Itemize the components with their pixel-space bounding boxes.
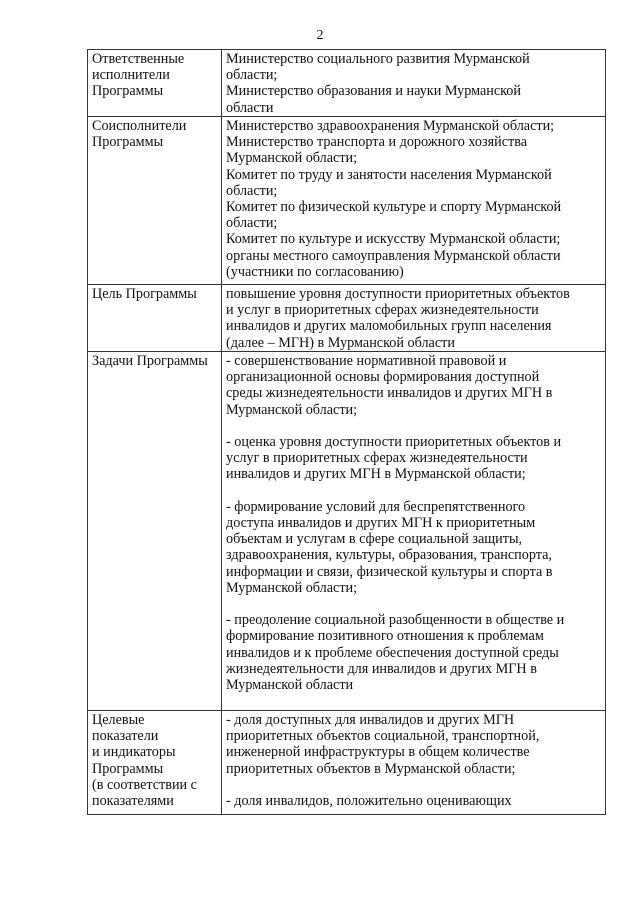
value-line: доступа инвалидов и других МГН к приоритетным (226, 515, 536, 531)
value-line: среды жизнедеятельности инвалидов и других МГН в (226, 385, 553, 402)
value-line: организационной основы формирования доступной (226, 369, 540, 386)
table-row (88, 711, 606, 815)
label-line: показателями (92, 793, 174, 810)
value-line: объектам и услугам в сфере социальной защиты, (226, 531, 523, 548)
table-row (88, 352, 606, 711)
label-cell (88, 352, 222, 711)
paragraph-gap (226, 418, 602, 434)
value-line: Министерство образования и науки Мурманской (226, 83, 521, 100)
page-number: 2 (316, 28, 324, 43)
value-cell (222, 352, 606, 711)
value-line: Комитет по физической культуре и спорту Мурманской (226, 199, 562, 216)
label-cell (88, 117, 222, 285)
value-line: и услуг в приоритетных сферах жизнедеятельности (226, 302, 539, 319)
label-line: Целевые (92, 712, 145, 728)
program-passport-table (87, 49, 606, 815)
value-line: области; (226, 182, 278, 199)
value-line: формирование позитивного отношения к проблемам (226, 628, 544, 645)
value-line: - преодоление социальной разобщенности в обществе и (226, 612, 565, 629)
label-line: Программы (92, 760, 164, 777)
value-line: инженерной инфраструктуры в общем количестве (226, 744, 530, 761)
label-cell (88, 285, 222, 352)
value-line: органы местного самоуправления Мурманской области (226, 247, 561, 264)
value-cell (222, 285, 606, 352)
value-cell (222, 117, 606, 285)
value-line: - доля инвалидов, положительно оценивающих (226, 793, 512, 809)
label-line: исполнители (92, 67, 170, 84)
label-line: Задачи Программы (92, 353, 208, 369)
label-line: Программы (92, 134, 164, 151)
value-line: Мурманской области; (226, 401, 358, 418)
table-row (88, 117, 606, 285)
value-line: приоритетных объектов в Мурманской области; (226, 760, 516, 777)
table-body (88, 50, 606, 815)
value-line: Министерство здравоохранения Мурманской области; (226, 118, 555, 134)
value-line: инвалидов и других МГН в Мурманской области; (226, 466, 526, 483)
value-line: - совершенствование нормативной правовой и (226, 353, 507, 369)
value-line: Министерство социального развития Мурманской (226, 51, 530, 67)
value-line: Министерство транспорта и дорожного хозяйства (226, 134, 528, 151)
paragraph-gap (226, 777, 602, 793)
value-line: Комитет по культуре и искусству Мурманской области; (226, 231, 561, 248)
label-cell (88, 50, 222, 117)
value-line: здравоохранения, культуры, образования, транспорта, (226, 547, 552, 564)
value-line: Мурманской области (226, 677, 354, 694)
value-line: области; (226, 215, 278, 232)
paragraph-gap (226, 483, 602, 499)
table-row (88, 50, 606, 117)
value-line: (участники по согласованию) (226, 263, 404, 280)
value-line: Мурманской области; (226, 579, 358, 596)
value-line: инвалидов и других маломобильных групп населения (226, 318, 552, 335)
value-line: приоритетных объектов социальной, транспортной, (226, 728, 540, 745)
label-line: показатели (92, 728, 159, 745)
label-line: Соисполнители (92, 118, 187, 134)
label-line: Цель Программы (92, 286, 197, 302)
label-line: и индикаторы (92, 744, 176, 761)
label-line: (в соответствии с (92, 776, 197, 793)
value-cell (222, 50, 606, 117)
value-line: услуг в приоритетных сферах жизнедеятельности (226, 450, 528, 467)
value-line: жизнедеятельности для инвалидов и других МГН в (226, 660, 537, 677)
value-line: - доля доступных для инвалидов и других МГН (226, 712, 515, 728)
paragraph-gap (226, 596, 602, 612)
value-line: информации и связи, физической культуры и спорта в (226, 563, 553, 580)
value-line: области (226, 99, 274, 116)
value-line: (далее – МГН) в Мурманской области (226, 334, 455, 351)
label-cell (88, 711, 222, 815)
table-row (88, 285, 606, 352)
value-line: Комитет по труду и занятости населения Мурманской (226, 166, 552, 183)
value-line: инвалидов и к проблеме обеспечения доступной среды (226, 644, 559, 661)
value-line: области; (226, 67, 278, 84)
value-line: - оценка уровня доступности приоритетных объектов и (226, 434, 562, 450)
value-line: повышение уровня доступности приоритетных объектов (226, 286, 570, 302)
label-line: Ответственные (92, 51, 185, 67)
value-cell (222, 711, 606, 815)
value-line: - формирование условий для беспрепятственного (226, 498, 526, 515)
value-line: Мурманской области; (226, 150, 358, 167)
label-line: Программы (92, 83, 164, 100)
